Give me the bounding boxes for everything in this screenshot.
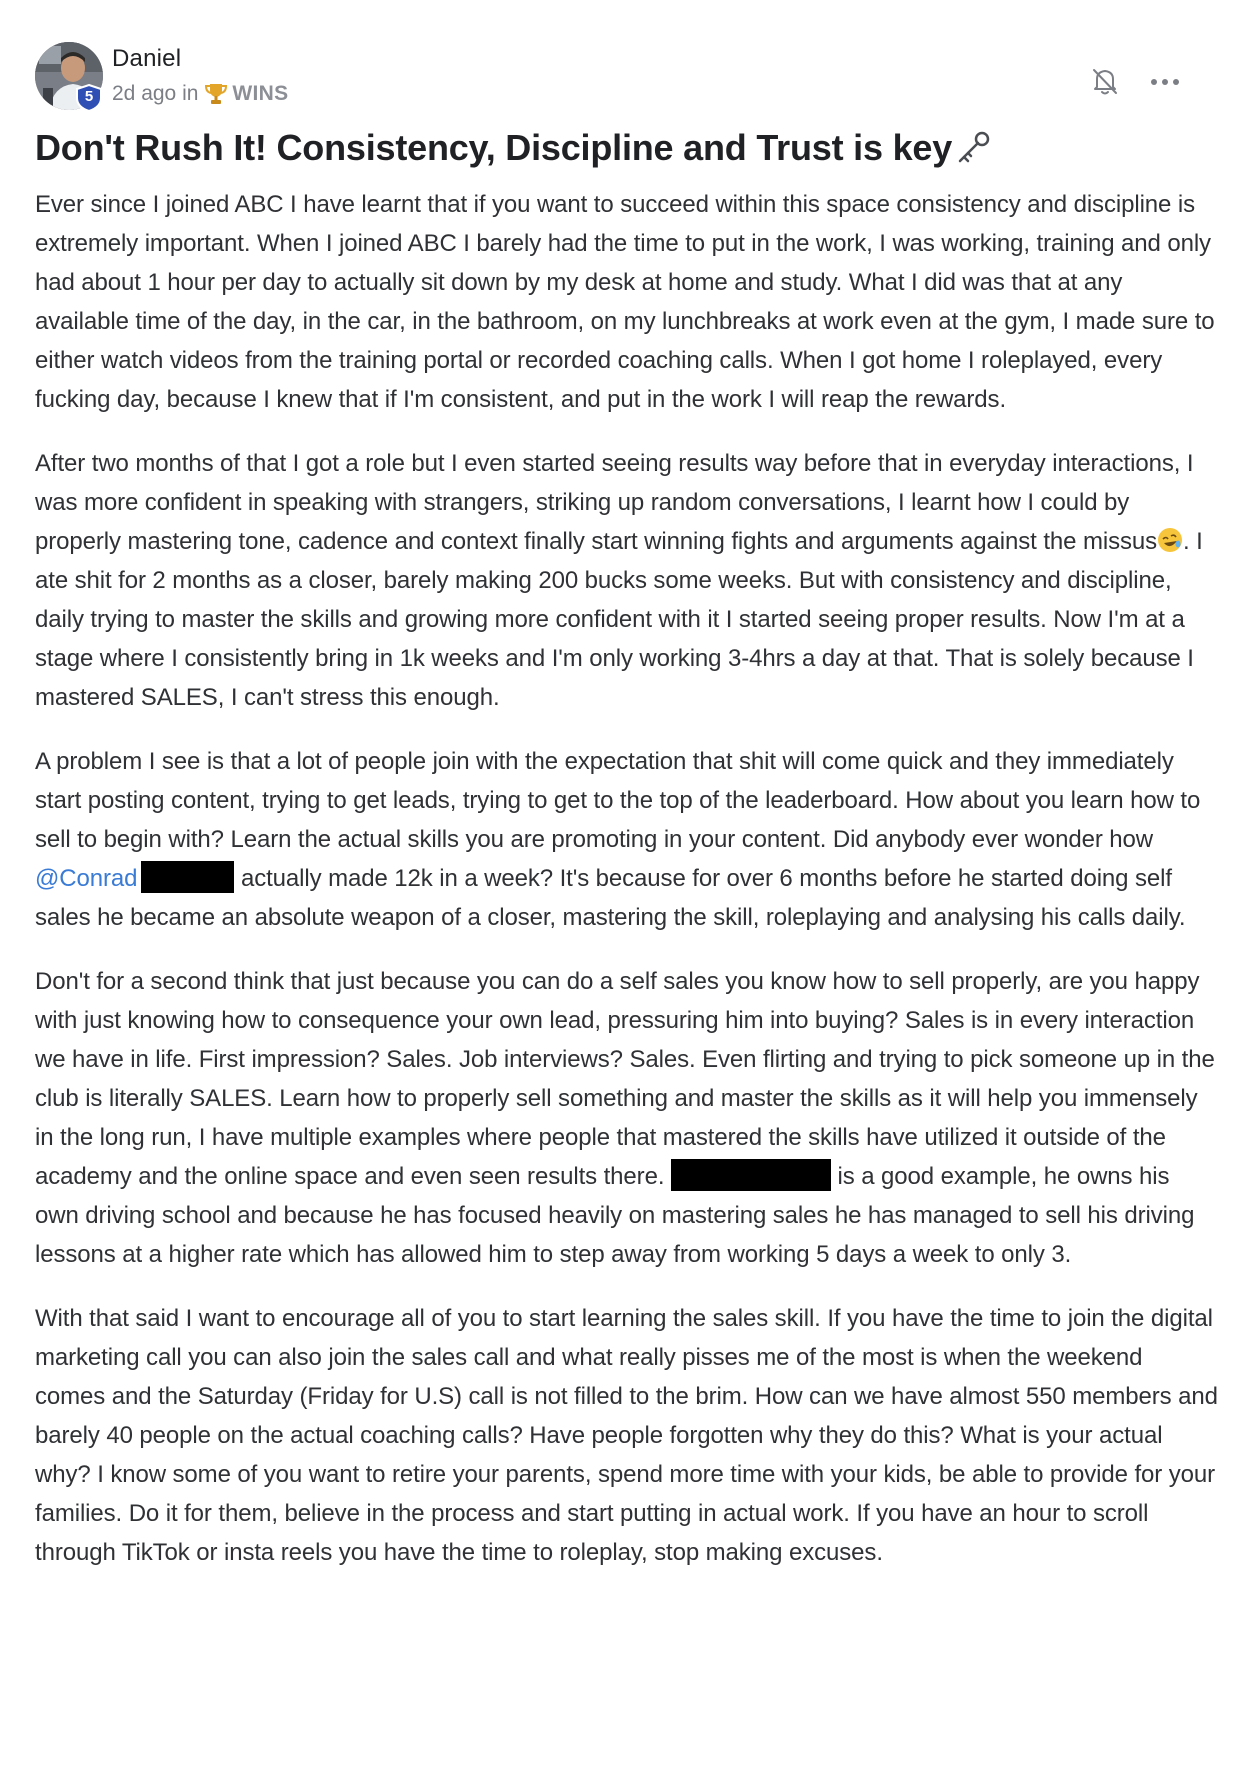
mention-link[interactable]: @Conrad <box>35 865 138 892</box>
paragraph-4 <box>35 962 1219 1274</box>
trophy-icon <box>204 82 228 106</box>
post-body <box>35 185 1219 1572</box>
author-name[interactable]: Daniel <box>112 45 182 72</box>
key-icon <box>954 129 992 167</box>
paragraph-5: With that said I want to encourage all of you to start learning the sales skill. If you have the time to join the digital marketing call you can also join the sales call and what really pisses me of the most is when the weekend comes and the Saturday (Friday for U.S) call is not filled to the brim. How can we have almost 550 members and barely 40 people on the actual coaching calls? Have people forgotten why they do this? What is your actual why? I know some of you want to retire your parents, spend more time with your kids, be able to provide for your families. Do it for them, believe in the process and start putting in actual work. If you have an hour to scroll through TikTok or insta reels you have the time to roleplay, stop making excuses. <box>35 1305 1218 1566</box>
redacted-block <box>141 861 234 893</box>
paragraph-3 <box>35 742 1219 937</box>
paragraph-2 <box>35 444 1219 717</box>
paragraph-4-part-1: Don't for a second think that just because you can do a self sales you know how to sell properly, are you happy with just knowing how to consequence your own lead, pressuring him into buying? Sales is in every interaction we have in life. First impression? Sales. Job interviews? Sales. Even flirting and trying to pick someone up in the club is literally SALES. Learn how to properly sell something and master the skills as it will help you immensely in the long run, I have multiple examples where people that mastered the skills have utilized it outside of the academy and the online space and even seen results there. <box>35 968 1215 1190</box>
level-badge <box>75 84 103 112</box>
redacted-block <box>671 1159 831 1191</box>
post-title <box>35 127 1214 169</box>
level-number: 5 <box>84 88 94 105</box>
bell-off-icon[interactable] <box>1088 64 1122 98</box>
paragraph-3-part-1: A problem I see is that a lot of people join with the expectation that shit will come quick and they immediately start posting content, trying to get leads, trying to get to the top of the leaderboard. How about you learn how to sell to begin with? Learn the actual skills you are promoting in your content. Did anybody ever wonder how <box>35 748 1201 853</box>
paragraph-1: Ever since I joined ABC I have learnt that if you want to succeed within this space consistency and discipline is extremely important. When I joined ABC I barely had the time to put in the work, I was working, training and only had about 1 hour per day to actually sit down by my desk at home and study. What I did was that at any available time of the day, in the car, in the bathroom, on my lunchbreaks at work even at the gym, I made sure to either watch videos from the training portal or recorded coaching calls. When I got home I roleplayed, every fucking day, because I knew that if I'm consistent, and put in the work I will reap the rewards. <box>35 191 1215 413</box>
time-ago: 2d ago in <box>112 82 199 105</box>
paragraph-2-part-1: After two months of that I got a role but I even started seeing results way before that in everyday interactions, I was more confident in speaking with strangers, striking up random conversations, I learnt how I could by properly mastering tone, cadence and context finally start winning fights and arguments against the missus <box>35 450 1194 555</box>
paragraph-4-part-2: is a good example, he owns his own driving school and because he has focused heavily on mastering sales he has managed to sell his driving lessons at a higher rate which has allowed him to step away from working 5 days a week to only 3. <box>35 1163 1195 1268</box>
paragraph-2-part-2: . I ate shit for 2 months as a closer, barely making 200 bucks some weeks. But with consistency and discipline, daily trying to master the skills and growing more confident with it I started seeing proper results. Now I'm at a stage where I consistently bring in 1k weeks and I'm only working 3-4hrs a day at that. That is solely because I mastered SALES, I can't stress this enough. <box>35 528 1203 711</box>
post-meta <box>112 82 288 106</box>
category-link[interactable]: WINS <box>232 82 289 105</box>
author-avatar[interactable] <box>35 42 103 110</box>
rolling-laughing-emoji-icon <box>1157 527 1183 553</box>
post-header <box>35 34 1214 104</box>
more-horizontal-icon[interactable] <box>1150 76 1180 88</box>
paragraph-3-part-2: actually made 12k in a week? It's because for over 6 months before he started doing self sales he became an absolute weapon of a closer, mastering the skill, roleplaying and analysing his calls daily. <box>35 865 1186 931</box>
post-title-text: Don't Rush It! Consistency, Discipline and Trust is key <box>35 127 953 168</box>
